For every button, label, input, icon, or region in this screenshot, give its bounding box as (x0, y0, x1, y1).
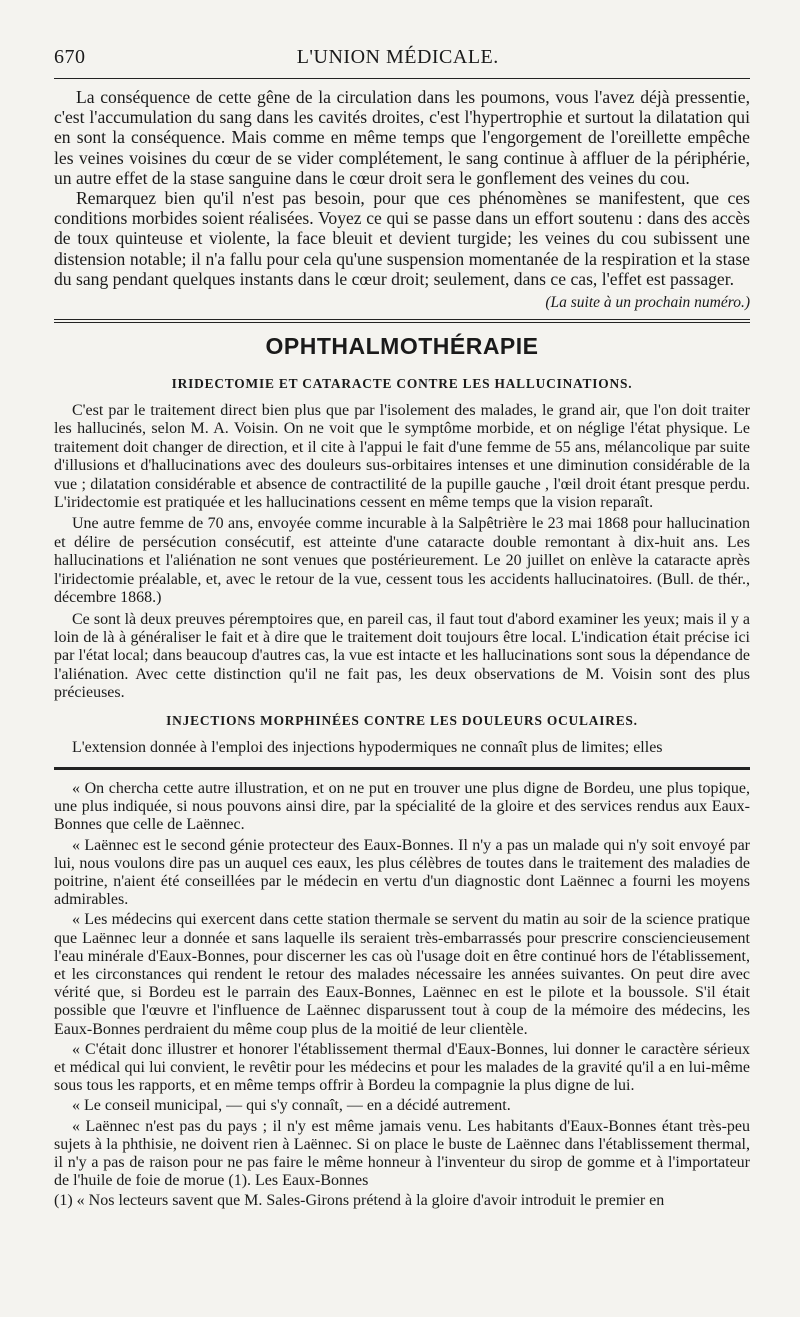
feuilleton-paragraph-5: « Le conseil municipal, — qui s'y connaît, — en a décidé autrement. (72, 1097, 511, 1115)
feuilleton-paragraph-4: « C'était donc illustrer et honorer l'établissement thermal d'Eaux-Bonnes, lui donner le caractère sérieux et médical qui lui convient, le revêtir pour les médecins et pour les malades de la gravité qu'il a en lui-même sous tous les rapports, et en même temps offrir à Bordeu la compagnie la plus digne de lui. (54, 1040, 750, 1095)
feuilleton-section (54, 780, 750, 1211)
page-number: 670 (54, 46, 86, 68)
opht-paragraph-1: C'est par le traitement direct bien plus que par l'isolement des malades, le grand air, que l'on doit traiter les hallucinés, selon M. A. Voisin. On ne voit que le symptôme morbide, et on néglige l'état physique. Le traitement doit changer de direction, et il cite à l'appui le fait d'une femme de 55 ans, mélancolique par suite d'illusions et d'hallucinations avec des douleurs sus-orbitaires intenses et une diminution considérable de la vue ; dilatation considérable et absence de contractilité de la pupille gauche , l'œil droit étant presque perdu. L'iridectomie est pratiquée et les hallucinations cessent en même temps que la vision reparaît. (54, 402, 750, 512)
feuilleton-paragraph-1: « On chercha cette autre illustration, et on ne put en trouver une plus digne de Bordeu, une plus topique, une plus indiquée, si nous pouvons ainsi dire, par la spécialité de la gloire et des services rendus aux Eaux-Bonnes que celle de Laënnec. (54, 779, 750, 834)
main-paragraph-2: Remarquez bien qu'il n'est pas besoin, pour que ces phénomènes se manifestent, que ces conditions morbides soient réalisées. Voyez ce qui se passe dans un effort soutenu : dans des accès de toux quinteuse et violente, la face bleuit et devient turgide; les veines du cou subissent une distension notable; il n'a fallu pour cela qu'une suspension momentanée de la respiration et la stase du sang pendant quelques instants dans le cœur droit; seulement, dans ce cas, l'effet est passager. (54, 188, 750, 289)
feuilleton-paragraph-3: « Les médecins qui exercent dans cette station thermale se servent du matin au soir de la science pratique que Laënnec leur a donnée et sans laquelle ils seraient très-embarrassés pour prescrire consciencieusement l'eau minérale d'Eaux-Bonnes, pour discerner les cas où l'usage doit en être continué hors de l'établissement, et les circonstances qui rendent le retour des malades nécessaire les années suivantes. On peut dire avec vérité que, si Bordeu est le parrain des Eaux-Bonnes, Laënnec en est le pilote et la boussole. S'il était possible que l'œuvre et l'influence de Laënnec disparussent tout à coup de la mémoire des médecins, les Eaux-Bonnes perdraient du même coup plus de la moitié de leur clientèle. (54, 911, 750, 1038)
opht-paragraph-3: Ce sont là deux preuves péremptoires que, en pareil cas, il faut tout d'abord examiner les yeux; mais il y a loin de là à généraliser le fait et à dire que le traitement doit toujours être local. L'indication était précise ici par l'état local; dans beaucoup d'autres cas, la vue est intacte et les hallucinations sont sous la dépendance de l'aliénation. Avec cette distinction qu'il ne fait pas, les deux observations de M. Voisin sont des plus précieuses. (54, 610, 750, 702)
journal-title: L'UNION MÉDICALE. (296, 46, 499, 68)
section-divider (54, 319, 750, 323)
main-article (54, 87, 750, 313)
main-paragraph-1: La conséquence de cette gêne de la circulation dans les poumons, vous l'avez déjà pressentie, c'est l'accumulation du sang dans les cavités droites, c'est l'hypertrophie et surtout la dilatation qui en sont la conséquence. Mais comme en même temps que l'engorgement de l'oreillette empêche les veines voisines du cœur de se vider complétement, le sang continue à affluer de la périphérie, un autre effet de la stase sanguine dans le cœur droit sera le gonflement des veines du cou. (54, 87, 750, 188)
subheading-injections: INJECTIONS MORPHINÉES CONTRE LES DOULEURS OCULAIRES. (166, 712, 638, 728)
feuilleton-paragraph-2: « Laënnec est le second génie protecteur des Eaux-Bonnes. Il n'y a pas un malade qui n'y soit envoyé par lui, nous voulons dire pas un auquel ces eaux, les plus célèbres de toutes dans le traitement des maladies de poitrine, n'aient été conseillées par le médecin en vertu d'un diagnostic dont Laënnec a fourni les moyens admirables. (54, 836, 750, 909)
header-rule (54, 78, 750, 79)
subheading-iridectomie: IRIDECTOMIE ET CATARACTE CONTRE LES HALLUCINATIONS. (171, 376, 633, 392)
footnote: (1) « Nos lecteurs savent que M. Sales-Girons prétend à la gloire d'avoir introduit le premier en (54, 1192, 665, 1210)
ophthalmotherapie-section (54, 333, 750, 757)
opht-paragraph-2: Une autre femme de 70 ans, envoyée comme incurable à la Salpêtrière le 23 mai 1868 pour hallucination et délire de persécution consécutif, est atteinte d'une cataracte double remontant à dix-huit ans. Les hallucinations et l'aliénation ne sont venues que postérieurement. Le 20 juillet on enlève la cataracte après l'iridectomie préalable, et, avec le retour de la vue, cessent tous les accidents hallucinatoires. (Bull. de thér., décembre 1868.) (54, 515, 750, 607)
section-title: OPHTHALMOTHÉRAPIE (265, 333, 539, 360)
feuilleton-divider (54, 767, 750, 770)
continuation-note: (La suite à un prochain numéro.) (545, 294, 750, 312)
opht-paragraph-4: L'extension donnée à l'emploi des injections hypodermiques ne connaît plus de limites; elles (72, 738, 663, 756)
page-header (54, 44, 750, 70)
feuilleton-paragraph-6: « Laënnec n'est pas du pays ; il n'y est même jamais venu. Les habitants d'Eaux-Bonnes étant très-peu sujets à la phthisie, ne doivent rien à Laënnec. Si on place le buste de Laënnec dans l'établissement thermal, il n'y a pas de raison pour ne pas faire le même honneur à l'inventeur du sirop de gomme et à l'importateur de l'huile de foie de morue (1). Les Eaux-Bonnes (54, 1117, 750, 1190)
